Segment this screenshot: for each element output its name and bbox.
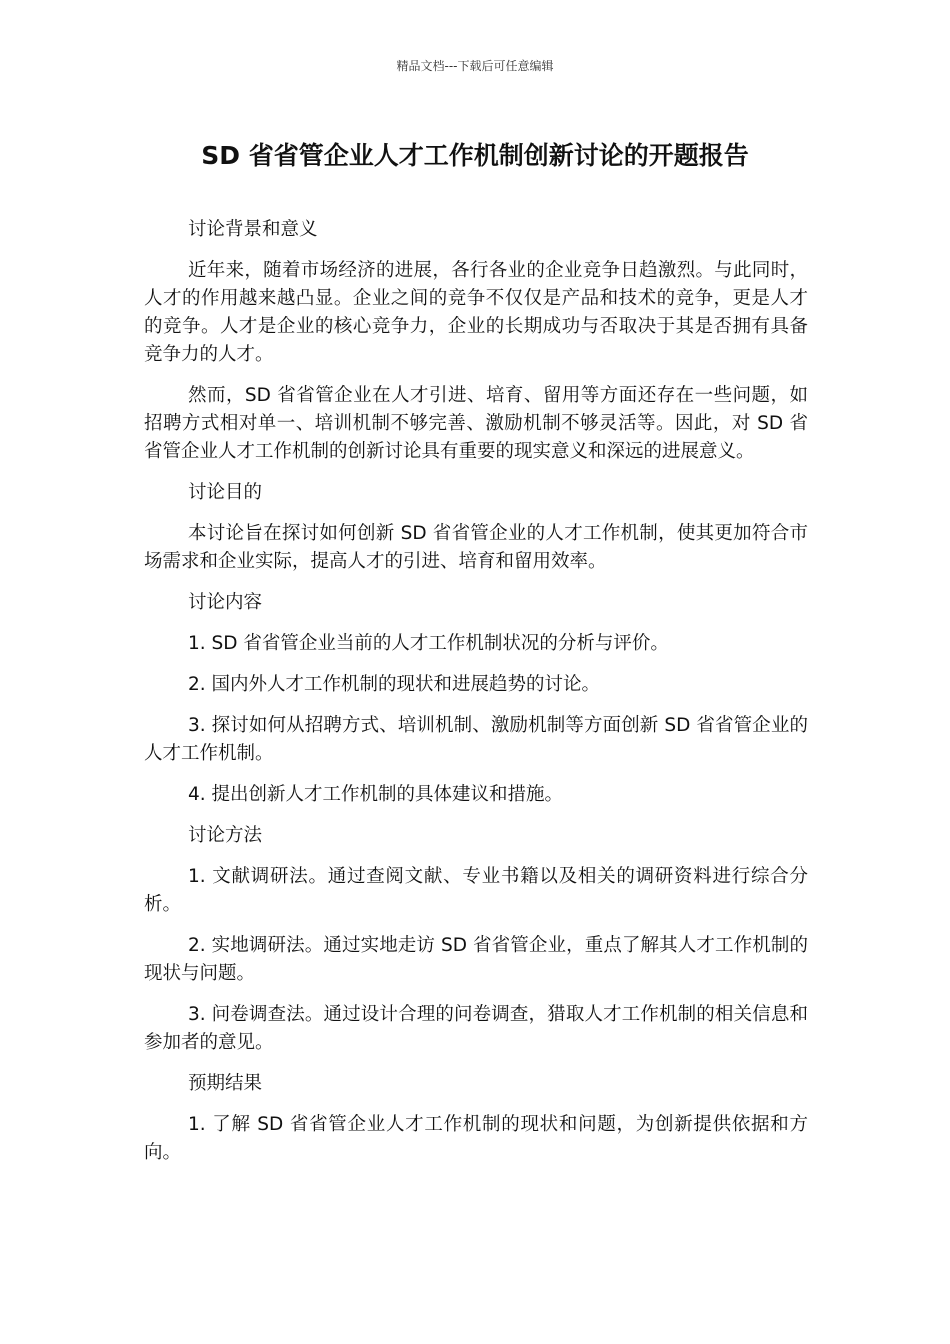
header-note: 精品文档---下载后可任意编辑	[396, 59, 554, 73]
section-heading-background: 讨论背景和意义	[188, 219, 318, 240]
section-heading-results: 预期结果	[188, 1073, 263, 1094]
paragraph-background-2: 然而，SD 省省管企业在人才引进、培育、留用等方面还存在一些问题，如招聘方式相对单一、培训机制不够完善、激励机制不够灵活等。因此，对 SD 省省管企业人才工作机制的创新讨论具有重要的现实意义和深远的进展意义。	[144, 385, 808, 462]
content-item-3: 3. 探讨如何从招聘方式、培训机制、激励机制等方面创新 SD 省省管企业的人才工作机制。	[144, 715, 808, 764]
content-item-2: 2. 国内外人才工作机制的现状和进展趋势的讨论。	[188, 674, 601, 695]
method-item-2: 2. 实地调研法。通过实地走访 SD 省省管企业，重点了解其人才工作机制的现状与问题。	[144, 935, 808, 984]
method-item-3: 3. 问卷调查法。通过设计合理的问卷调查，猎取人才工作机制的相关信息和参加者的意见。	[144, 1004, 808, 1053]
document-title: SD 省省管企业人才工作机制创新讨论的开题报告	[201, 141, 749, 170]
section-heading-method: 讨论方法	[188, 825, 263, 846]
section-heading-purpose: 讨论目的	[188, 482, 263, 503]
paragraph-purpose: 本讨论旨在探讨如何创新 SD 省省管企业的人才工作机制，使其更加符合市场需求和企业实际，提高人才的引进、培育和留用效率。	[144, 523, 808, 572]
content-item-1: 1. SD 省省管企业当前的人才工作机制状况的分析与评价。	[188, 633, 669, 654]
section-heading-content: 讨论内容	[188, 592, 263, 613]
document-body	[144, 216, 808, 1180]
paragraph-background-1: 近年来，随着市场经济的进展，各行各业的企业竞争日趋激烈。与此同时，人才的作用越来越凸显。企业之间的竞争不仅仅是产品和技术的竞争，更是人才的竞争。人才是企业的核心竞争力，企业的长期成功与否取决于其是否拥有具备竞争力的人才。	[144, 260, 808, 365]
method-item-1: 1. 文献调研法。通过查阅文献、专业书籍以及相关的调研资料进行综合分析。	[144, 866, 808, 915]
result-item-1: 1. 了解 SD 省省管企业人才工作机制的现状和问题，为创新提供依据和方向。	[144, 1114, 808, 1163]
content-item-4: 4. 提出创新人才工作机制的具体建议和措施。	[188, 784, 564, 805]
